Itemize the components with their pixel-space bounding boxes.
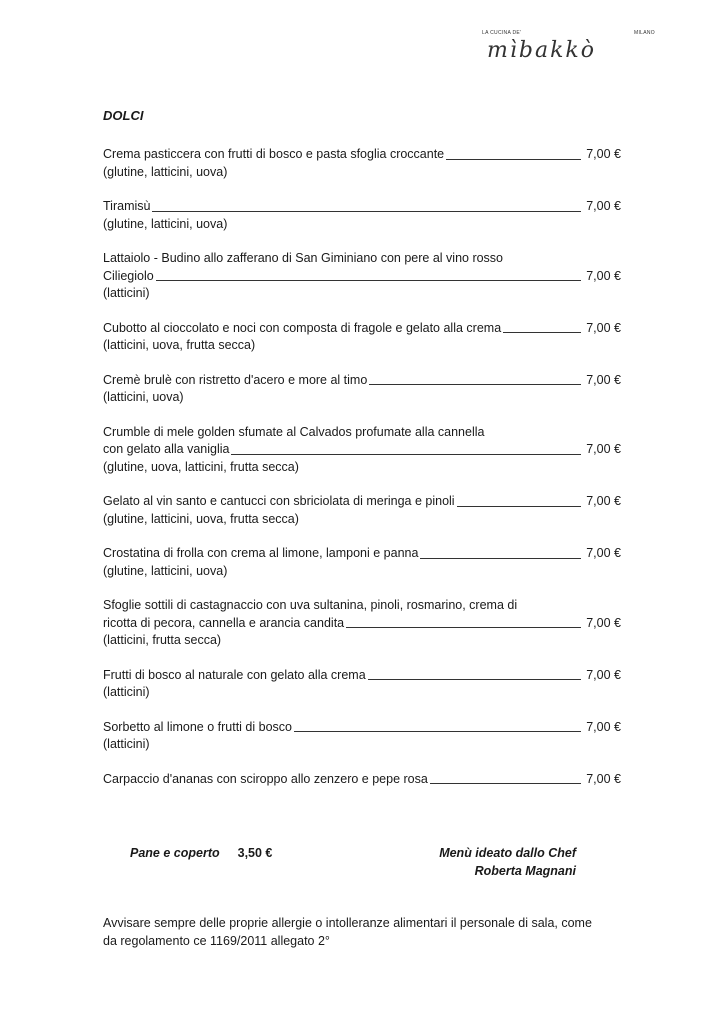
item-name: con gelato alla vaniglia: [103, 442, 230, 456]
cover-charge: [130, 846, 272, 861]
chef-credit-line1: Menù ideato dallo Chef: [439, 846, 576, 860]
item-allergens: (glutine, latticini, uova, frutta secca): [103, 511, 299, 526]
item-allergens: (latticini, uova): [103, 390, 184, 404]
menu-item: [103, 667, 621, 702]
item-name-line-with-price: [103, 493, 621, 511]
item-allergens: (glutine, uova, latticini, frutta secca): [103, 459, 299, 474]
item-allergens: (latticini): [103, 685, 150, 699]
item-name-line-with-price: [103, 441, 621, 459]
menu-item: [103, 493, 621, 528]
item-name: Lattaiolo - Budino allo zafferano di San Giminiano con pere al vino rosso: [103, 251, 504, 265]
item-price: 7,00 €: [586, 615, 621, 630]
item-name: Crema pasticcera con frutti di bosco e pasta sfoglia croccante: [103, 147, 445, 161]
item-name: Ciliegiolo: [103, 268, 154, 283]
dotted-leader: [446, 159, 581, 160]
item-name-line-with-price: [103, 771, 621, 789]
item-price: 7,00 €: [586, 771, 621, 786]
item-name-line-with-price: [103, 719, 621, 737]
dotted-leader: [368, 679, 581, 680]
dotted-leader: [231, 454, 581, 455]
item-name-line-with-price: [103, 146, 621, 164]
cover-charge-price: 3,50 €: [237, 846, 273, 860]
item-allergens: (glutine, latticini, uova): [103, 164, 228, 179]
menu-item: [103, 545, 621, 580]
dotted-leader: [294, 731, 581, 732]
cover-charge-label: Pane e coperto: [130, 846, 220, 860]
dotted-leader: [156, 280, 581, 281]
menu-item: [103, 198, 621, 233]
item-name-line-with-price: [103, 667, 621, 685]
menu-item: [103, 250, 621, 303]
item-price: 7,00 €: [586, 372, 621, 387]
dotted-leader: [420, 558, 581, 559]
item-name: ricotta di pecora, cannella e arancia candita: [103, 615, 345, 630]
item-name: Crostatina di frolla con crema al limone, lamponi e panna: [103, 546, 419, 560]
allergy-notice: Avvisare sempre delle proprie allergie o intolleranze alimentari il personale di sala, come da regolamento ce 1169/2011 allegato 2°: [103, 916, 592, 948]
item-price: 7,00 €: [586, 546, 621, 560]
item-name: Frutti di bosco al naturale con gelato alla crema: [103, 667, 366, 682]
item-name-line-with-price: [103, 198, 621, 216]
item-price: 7,00 €: [586, 442, 621, 456]
item-name: Sorbetto al limone o frutti di bosco: [103, 719, 292, 734]
item-price: 7,00 €: [586, 147, 621, 161]
item-name-line: [103, 250, 621, 268]
restaurant-logo: [482, 30, 662, 75]
item-name-line-with-price: [103, 320, 621, 338]
item-price: 7,00 €: [586, 199, 621, 213]
section-title: DOLCI: [103, 108, 144, 123]
item-name-line-with-price: [103, 372, 621, 390]
menu-item: [103, 372, 621, 407]
item-name-line-with-price: [103, 615, 621, 633]
item-allergens: (latticini, uova, frutta secca): [103, 338, 256, 352]
item-allergens: (glutine, latticini, uova): [103, 216, 228, 231]
item-price: 7,00 €: [586, 320, 621, 335]
item-name: Cubotto al cioccolato e noci con composta di fragole e gelato alla crema: [103, 320, 502, 335]
logo-suffix: MILANO: [634, 30, 655, 36]
menu-item: [103, 719, 621, 754]
item-allergens: (latticini): [103, 286, 150, 300]
menu-item: [103, 597, 621, 650]
item-price: 7,00 €: [586, 268, 621, 283]
item-name: Cremè brulè con ristretto d'acero e more al timo: [103, 372, 368, 387]
item-name: Crumble di mele golden sfumate al Calvados profumate alla cannella: [103, 424, 485, 439]
item-allergens: (latticini, frutta secca): [103, 633, 222, 647]
item-name-line-with-price: [103, 545, 621, 563]
item-price: 7,00 €: [586, 667, 621, 682]
item-name-line: [103, 424, 621, 442]
item-allergens: (latticini): [103, 737, 150, 751]
item-name: Gelato al vin santo e cantucci con sbriciolata di meringa e pinoli: [103, 494, 455, 508]
dotted-leader: [152, 211, 581, 212]
menu-item: [103, 146, 621, 181]
dotted-leader: [369, 384, 581, 385]
item-name-line-with-price: [103, 268, 621, 286]
dotted-leader: [457, 506, 581, 507]
item-name: Sfoglie sottili di castagnaccio con uva sultanina, pinoli, rosmarino, crema di: [103, 598, 518, 612]
item-price: 7,00 €: [586, 719, 621, 734]
dotted-leader: [430, 783, 581, 784]
item-name: Tiramisù: [103, 199, 151, 213]
item-name-line: [103, 597, 621, 615]
dotted-leader: [503, 332, 581, 333]
menu-item: [103, 424, 621, 477]
dessert-list: [103, 146, 621, 805]
item-price: 7,00 €: [586, 494, 621, 508]
item-name: Carpaccio d'ananas con sciroppo allo zenzero e pepe rosa: [103, 771, 428, 786]
dotted-leader: [346, 627, 581, 628]
logo-prefix: LA CUCINA DE': [482, 30, 522, 36]
menu-item: [103, 320, 621, 355]
logo-name: mìbakkò: [487, 38, 597, 63]
menu-item: [103, 771, 621, 789]
chef-credit-line2: Roberta Magnani: [474, 864, 576, 878]
item-allergens: (glutine, latticini, uova): [103, 563, 228, 578]
